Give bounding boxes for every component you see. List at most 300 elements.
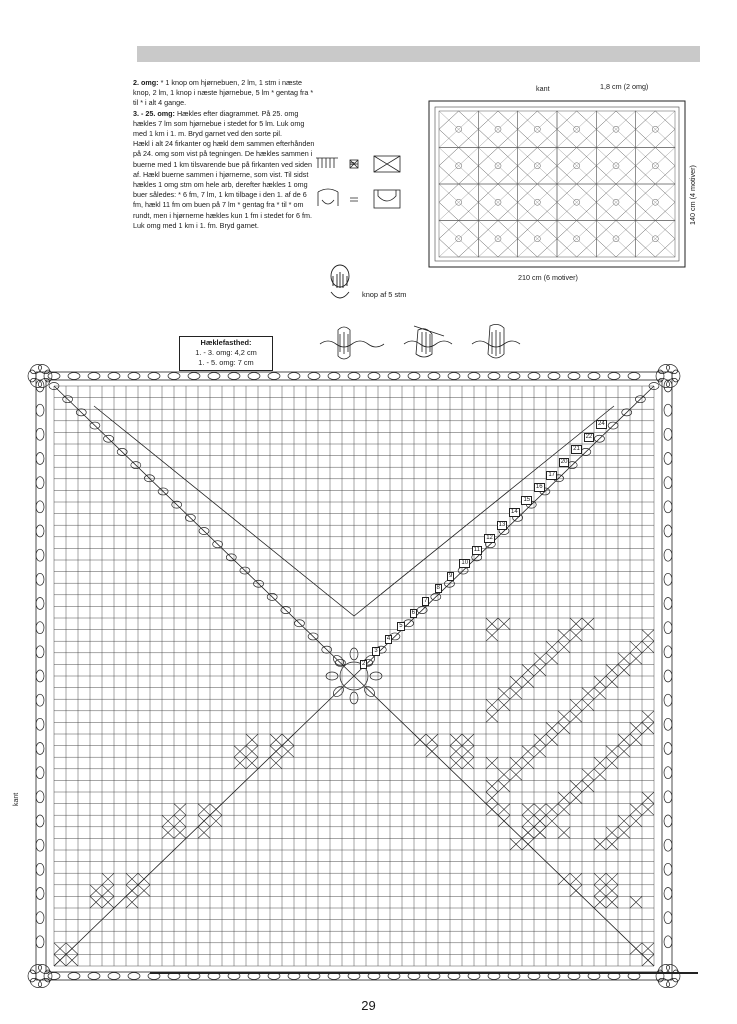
layout-border-width-label: 1,8 cm (2 omg) (600, 82, 649, 91)
crochet-chart-svg (14, 356, 704, 996)
knop-label: knop af 5 stm (362, 290, 407, 299)
chart-x-cell (522, 827, 534, 839)
chart-x-cell (198, 827, 210, 839)
page-number: 29 (361, 998, 376, 1013)
layout-motif (478, 184, 517, 221)
chart-x-cell (570, 699, 582, 711)
chart-x-cell (510, 676, 522, 688)
chart-x-cell (630, 641, 642, 653)
chart-x-cell (522, 804, 534, 816)
chart-edge-loop (368, 373, 380, 380)
chart-x-cell (534, 827, 546, 839)
row-number: 24 (598, 421, 605, 427)
chart-edge-loop (388, 373, 400, 380)
chart-edge-loop (288, 373, 300, 380)
chart-x-cell (558, 722, 570, 734)
row-number: 21 (573, 446, 580, 453)
row-number: 10 (461, 559, 469, 566)
chart-x-cell (618, 815, 630, 827)
chart-edge-loop (628, 373, 640, 380)
row-number: 4 (386, 635, 391, 642)
chart-x-cell (546, 804, 558, 816)
chart-x-cell (630, 896, 642, 908)
chart-x-cell (234, 746, 246, 758)
chart-edge-loop (36, 525, 44, 537)
chart-edge-loop (36, 863, 44, 875)
chart-x-cell (282, 746, 294, 758)
chart-x-cell (198, 804, 210, 816)
crochet-chart (14, 356, 704, 996)
chart-edge-loop (36, 694, 44, 706)
layout-motif (557, 221, 596, 258)
row-number: 14 (511, 509, 518, 516)
chart-edge-loop (664, 380, 672, 392)
chart-x-cell (198, 815, 210, 827)
chart-edge-loop (528, 373, 540, 380)
chart-x-cell (66, 954, 78, 966)
chart-x-cell (102, 896, 114, 908)
row-number: 12 (486, 534, 493, 541)
chart-x-cell (534, 734, 546, 746)
row-number: 15 (523, 496, 531, 503)
chart-x-cell (534, 664, 546, 676)
chart-x-cell (534, 653, 546, 665)
chart-x-cell (642, 792, 654, 804)
chart-x-cell (522, 664, 534, 676)
chart-x-cell (90, 896, 102, 908)
chart-x-cell (486, 780, 498, 792)
chart-edge-loop (36, 453, 44, 465)
layout-motif (518, 111, 557, 148)
chart-x-cell (234, 757, 246, 769)
chart-x-cell (558, 804, 570, 816)
chart-x-cell (606, 757, 618, 769)
chart-x-cell (462, 757, 474, 769)
chart-edge-loop (664, 743, 672, 755)
chart-corner-flower (28, 963, 52, 990)
chart-corner-flower (28, 363, 52, 390)
chart-x-cell (618, 827, 630, 839)
row-number: 11 (473, 547, 481, 554)
chart-x-cell (594, 896, 606, 908)
chart-edge-loop (36, 767, 44, 779)
chart-x-cell (102, 873, 114, 885)
chart-edge-loop (36, 912, 44, 924)
chart-x-cell (582, 780, 594, 792)
chart-x-cell (606, 827, 618, 839)
chart-edge-loop (36, 573, 44, 585)
chart-edge-loop (68, 973, 80, 980)
chart-x-cell (606, 746, 618, 758)
chart-x-cell (462, 746, 474, 758)
layout-motif (596, 184, 635, 221)
chart-edge-loop (328, 373, 340, 380)
knop-symbol (325, 262, 355, 308)
chart-x-cell (486, 711, 498, 723)
chart-x-cell (606, 838, 618, 850)
chart-x-cell (426, 734, 438, 746)
chart-x-cell (54, 943, 66, 955)
layout-motif (596, 111, 635, 148)
chart-x-cell (126, 885, 138, 897)
chart-edge-loop (508, 373, 520, 380)
legend-eq-1: = (350, 159, 355, 168)
layout-motif (518, 148, 557, 185)
chart-x-cell (522, 676, 534, 688)
layout-motif (439, 221, 478, 258)
layout-motif (478, 148, 517, 185)
chart-edge-loop (188, 373, 200, 380)
layout-motif (557, 148, 596, 185)
chart-edge-loop (664, 863, 672, 875)
blanket-layout-diagram (428, 100, 686, 268)
chart-edge-loop (36, 670, 44, 682)
row-number: 17 (548, 471, 555, 478)
chart-edge-loop (548, 373, 560, 380)
chart-edge-loop (664, 936, 672, 948)
layout-motif (439, 184, 478, 221)
layout-kant-label: kant (536, 84, 550, 93)
round-3-25-text: Hækles efter diagrammet. På 25. omg hækles 7 lm som hjørnebue i stedet for 5 lm. Luk omg med 1 km i 1. m. Bryd garnet ved den sorte pil. (133, 108, 305, 139)
round-2-label: 2. omg: (133, 78, 159, 87)
instructions-text (133, 78, 315, 231)
chart-x-cell (174, 827, 186, 839)
chart-x-cell (558, 827, 570, 839)
layout-motif (518, 221, 557, 258)
chart-edge-loop (588, 373, 600, 380)
chart-x-cell (558, 711, 570, 723)
chart-edge-loop (36, 888, 44, 900)
chart-edge-loop (36, 791, 44, 803)
chart-edge-loop (408, 373, 420, 380)
row-number: 13 (498, 522, 506, 529)
chart-x-cell (522, 757, 534, 769)
chart-x-cell (582, 699, 594, 711)
chart-edge-loop (664, 888, 672, 900)
chart-kant-label: kant (13, 792, 20, 806)
chart-x-cell (498, 688, 510, 700)
chart-x-cell (162, 815, 174, 827)
chart-edge-loop (664, 598, 672, 610)
chart-edge-loop (664, 839, 672, 851)
chart-corner-flower (656, 363, 680, 390)
chart-edge-loop (664, 525, 672, 537)
chart-x-cell (486, 618, 498, 630)
chart-x-cell (162, 827, 174, 839)
layout-motif (557, 111, 596, 148)
chart-x-cell (630, 653, 642, 665)
chart-x-cell (594, 838, 606, 850)
chart-x-cell (570, 780, 582, 792)
chart-x-cell (630, 815, 642, 827)
chart-x-cell (642, 954, 654, 966)
chart-x-cell (594, 757, 606, 769)
chart-x-cell (606, 885, 618, 897)
chart-x-cell (618, 664, 630, 676)
chart-x-cell (486, 804, 498, 816)
chart-x-cell (618, 653, 630, 665)
chart-edge-loop (36, 839, 44, 851)
chart-x-cell (498, 815, 510, 827)
chart-x-cell (594, 676, 606, 688)
gauge-line-2: 1. - 5. omg: 7 cm (198, 358, 254, 367)
chart-x-cell (486, 792, 498, 804)
chart-x-cell (546, 734, 558, 746)
chart-x-cell (546, 641, 558, 653)
round-3-25-label: 3. - 25. omg: (133, 108, 175, 118)
chart-edge-loop (88, 973, 100, 980)
instruction-round-3-25 (133, 109, 315, 140)
instruction-assembly: Hækl i alt 24 firkanter og hækl dem sammen efterhånden på 24. omg som vist på tegningen. De hækles sammen i buerne med 1 km tilsvarende bue på firkanten ved siden af. Hækl buerne sammen i hjørnerne, som vist. Til sidst hækles 1 omg stm om hele arb, derefter hækles 1 omg buer således: * 6 fm, 7 lm, 1 km tilbage i den 1. af de 6 fm, hækl 11 fm om buen på 7 lm * gentag fra * til * om rundt, men i hjørnerne hækles kun 1 fm i stedet for 6 fm. Luk omg med 1 km i 1. fm. Bryd garnet. (133, 139, 315, 230)
chart-x-cell (54, 954, 66, 966)
chart-edge-loop (128, 973, 140, 980)
layout-motif (439, 111, 478, 148)
chart-x-cell (534, 746, 546, 758)
chart-x-cell (642, 711, 654, 723)
chart-x-cell (138, 885, 150, 897)
chart-x-cell (582, 618, 594, 630)
chart-edge-loop (468, 373, 480, 380)
chart-edge-loop (36, 428, 44, 440)
symbol-legend (316, 152, 406, 222)
instruction-round-2 (133, 78, 315, 109)
chart-edge-loop (36, 718, 44, 730)
chart-x-cell (558, 641, 570, 653)
chart-edge-loop (448, 373, 460, 380)
chart-edge-loop (36, 598, 44, 610)
chart-x-cell (210, 804, 222, 816)
chart-x-cell (246, 734, 258, 746)
chart-edge-loop (36, 501, 44, 513)
chart-x-cell (174, 804, 186, 816)
chart-x-cell (138, 873, 150, 885)
chart-x-cell (558, 873, 570, 885)
chart-x-cell (582, 769, 594, 781)
chart-edge-loop (664, 549, 672, 561)
chart-x-cell (522, 815, 534, 827)
chart-x-cell (486, 757, 498, 769)
chart-x-cell (510, 769, 522, 781)
chart-x-cell (102, 885, 114, 897)
row-number: 16 (535, 484, 543, 491)
chart-edge-loop (208, 373, 220, 380)
chart-edge-loop (664, 573, 672, 585)
chart-x-cell (270, 757, 282, 769)
chart-x-cell (594, 688, 606, 700)
chart-edge-loop (664, 428, 672, 440)
chart-edge-loop (664, 815, 672, 827)
chart-x-cell (570, 630, 582, 642)
chart-x-cell (582, 688, 594, 700)
chart-x-cell (630, 804, 642, 816)
chart-edge-loop (308, 373, 320, 380)
chart-edge-loop (488, 373, 500, 380)
header-bar (137, 46, 700, 62)
chart-x-cell (594, 769, 606, 781)
chart-x-cell (630, 734, 642, 746)
chart-x-cell (642, 630, 654, 642)
chart-x-cell (594, 885, 606, 897)
row-number: 6 (411, 610, 416, 617)
chart-edge-loop (268, 373, 280, 380)
layout-motif (557, 184, 596, 221)
chart-edge-loop (36, 549, 44, 561)
chart-x-cell (450, 746, 462, 758)
chart-x-cell (594, 873, 606, 885)
bottom-rule (150, 972, 698, 974)
chart-edge-loop (128, 373, 140, 380)
layout-motif (636, 111, 675, 148)
chart-edge-loop (664, 453, 672, 465)
chart-edge-loop (348, 373, 360, 380)
layout-motif (478, 111, 517, 148)
chart-edge-loop (664, 718, 672, 730)
chart-x-cell (606, 676, 618, 688)
chart-edge-loop (48, 973, 60, 980)
layout-motif (439, 148, 478, 185)
chart-x-cell (618, 746, 630, 758)
chart-edge-loop (608, 373, 620, 380)
layout-width-label: 210 cm (6 motiver) (518, 273, 578, 282)
chart-x-cell (606, 664, 618, 676)
row-number: 22 (585, 433, 593, 440)
chart-x-cell (498, 699, 510, 711)
row-number: 7 (424, 597, 428, 604)
gauge-line-1: 1. - 3. omg: 4,2 cm (195, 348, 257, 357)
chart-x-cell (126, 873, 138, 885)
chart-edge-loop (664, 912, 672, 924)
chart-x-cell (606, 873, 618, 885)
chart-x-cell (210, 815, 222, 827)
gauge-title: Hæklefasthed: (200, 338, 252, 347)
chart-edge-loop (568, 373, 580, 380)
row-number: 9 (448, 572, 453, 579)
layout-motif (478, 221, 517, 258)
chart-edge-loop (36, 815, 44, 827)
chart-x-cell (498, 804, 510, 816)
chart-x-cell (570, 711, 582, 723)
chart-edge-loop (36, 646, 44, 658)
chart-edge-loop (664, 404, 672, 416)
chart-x-cell (90, 885, 102, 897)
chart-x-cell (558, 792, 570, 804)
chart-x-cell (558, 630, 570, 642)
chart-corner-flower (656, 963, 680, 990)
chart-edge-loop (664, 646, 672, 658)
chart-x-cell (498, 769, 510, 781)
chart-x-cell (498, 618, 510, 630)
chart-x-cell (570, 873, 582, 885)
chart-edge-loop (428, 373, 440, 380)
layout-motif (596, 148, 635, 185)
row-number: 3 (374, 648, 378, 655)
chart-edge-loop (664, 622, 672, 634)
chart-edge-loop (664, 694, 672, 706)
chart-x-cell (246, 746, 258, 758)
chart-x-cell (534, 804, 546, 816)
chart-x-cell (570, 618, 582, 630)
chart-x-cell (282, 734, 294, 746)
chart-x-cell (510, 688, 522, 700)
chart-x-cell (546, 815, 558, 827)
layout-height-label: 140 cm (4 motiver) (688, 165, 697, 225)
chart-x-cell (642, 722, 654, 734)
chart-x-cell (486, 630, 498, 642)
chart-edge-loop (36, 404, 44, 416)
chart-x-cell (498, 780, 510, 792)
layout-motif (636, 221, 675, 258)
chart-x-cell (534, 815, 546, 827)
round-2-text: * 1 knop om hjørnebuen, 2 lm, 1 stm i næste knop, 2 lm, 1 knop i næste hjørnebue, 5 lm * gentag fra * til * i alt 4 gange. (133, 78, 314, 108)
chart-x-cell (546, 722, 558, 734)
chart-x-cell (546, 653, 558, 665)
chart-x-cell (522, 838, 534, 850)
chart-x-cell (462, 734, 474, 746)
chart-edge-loop (148, 373, 160, 380)
chart-x-cell (426, 746, 438, 758)
chart-edge-loop (36, 477, 44, 489)
chart-x-cell (642, 641, 654, 653)
chart-edge-loop (108, 373, 120, 380)
chart-edge-loop (664, 791, 672, 803)
chart-x-cell (270, 746, 282, 758)
chart-x-cell (270, 734, 282, 746)
chart-edge-loop (248, 373, 260, 380)
chart-x-cell (642, 804, 654, 816)
chart-edge-loop (664, 477, 672, 489)
chart-x-cell (642, 943, 654, 955)
layout-motif (636, 184, 675, 221)
row-number: 5 (399, 623, 403, 630)
layout-motif (518, 184, 557, 221)
chart-edge-loop (88, 373, 100, 380)
layout-motif (596, 221, 635, 258)
chart-edge-loop (36, 936, 44, 948)
chart-x-cell (174, 815, 186, 827)
chart-x-cell (450, 757, 462, 769)
row-number: 2 (362, 661, 366, 667)
chart-x-cell (414, 734, 426, 746)
row-number: 20 (560, 458, 568, 465)
chart-x-cell (450, 734, 462, 746)
chart-edge-loop (48, 373, 60, 380)
chart-edge-loop (664, 501, 672, 513)
chart-x-cell (570, 792, 582, 804)
chart-edge-loop (664, 670, 672, 682)
chart-x-cell (126, 896, 138, 908)
chart-x-cell (618, 734, 630, 746)
chart-x-cell (522, 746, 534, 758)
chart-x-cell (630, 943, 642, 955)
blanket-layout-svg (428, 100, 686, 268)
chart-x-cell (570, 885, 582, 897)
chart-edge-loop (36, 743, 44, 755)
chart-x-cell (510, 757, 522, 769)
chart-x-cell (246, 757, 258, 769)
chart-edge-loop (68, 373, 80, 380)
chart-edge-loop (664, 767, 672, 779)
layout-motif (636, 148, 675, 185)
chart-edge-loop (36, 622, 44, 634)
chart-x-cell (510, 838, 522, 850)
chart-x-cell (66, 943, 78, 955)
chart-edge-loop (108, 973, 120, 980)
chart-edge-loop (228, 373, 240, 380)
chart-x-cell (486, 699, 498, 711)
chart-x-cell (606, 896, 618, 908)
chart-edge-loop (168, 373, 180, 380)
chart-edge-loop (36, 380, 44, 392)
